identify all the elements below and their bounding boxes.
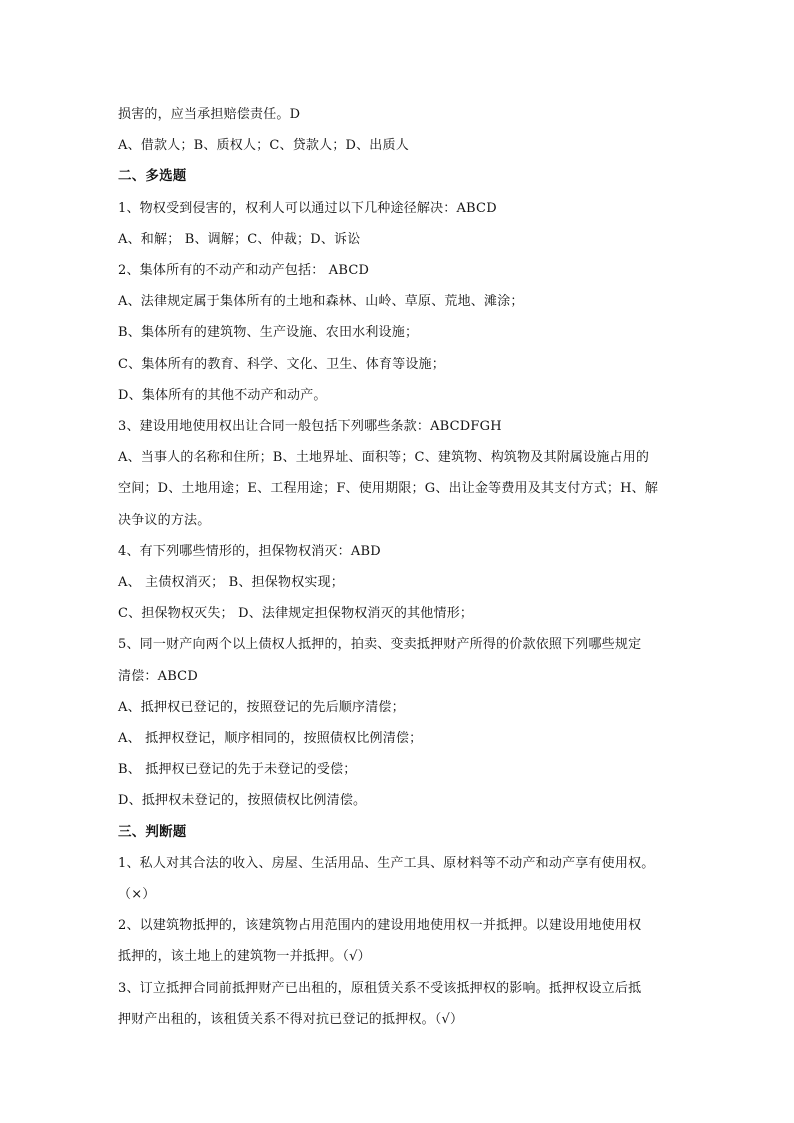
- statement-2-continued: 抵押的，该土地上的建筑物一并抵押。（√）: [118, 949, 371, 965]
- question-5-continued: 清偿：ABCD: [118, 668, 198, 684]
- section-heading-true-false: 三、判断题: [118, 823, 187, 840]
- answer-option: C、集体所有的教育、科学、文化、卫生、体育等设施；: [118, 356, 445, 372]
- question-5: 5、同一财产向两个以上债权人抵押的，拍卖、变卖抵押财产所得的价款依照下列哪些规定: [118, 637, 642, 653]
- answer-option: A、抵押权已登记的，按照登记的先后顺序清偿；: [118, 699, 405, 715]
- statement-1: 1、私人对其合法的收入、房屋、生活用品、生产工具、原材料等不动产和动产享有使用权。: [118, 855, 655, 871]
- question-4: 4、有下列哪些情形的，担保物权消灭：ABD: [118, 543, 381, 559]
- document-body: [118, 99, 684, 1035]
- answer-option: B、 抵押权已登记的先于未登记的受偿；: [118, 762, 357, 778]
- answer-options: A、当事人的名称和住所；B、土地界址、面积等；C、建筑物、构筑物及其附属设施占用的: [118, 450, 650, 466]
- answer-option: A、法律规定属于集体所有的土地和森林、山岭、草原、荒地、滩涂；: [118, 294, 524, 310]
- answer-options: C、担保物权灭失； D、法律规定担保物权消灭的其他情形；: [118, 606, 474, 622]
- answer-options: A、和解； B、调解；C、仲裁；D、诉讼: [118, 231, 361, 247]
- statement-1-answer: （×）: [118, 887, 156, 903]
- question-2: 2、集体所有的不动产和动产包括： ABCD: [118, 263, 370, 279]
- statement-2: 2、以建筑物抵押的，该建筑物占用范围内的建设用地使用权一并抵押。以建设用地使用权: [118, 918, 642, 934]
- answer-option: D、集体所有的其他不动产和动产。: [118, 387, 327, 403]
- question-3: 3、建设用地使用权出让合同一般包括下列哪些条款：ABCDFGH: [118, 419, 502, 435]
- section-heading-multiple-choice: 二、多选题: [118, 168, 187, 185]
- text-line: 损害的，应当承担赔偿责任。D: [118, 107, 301, 122]
- answer-options-continued: 决争议的方法。: [118, 512, 211, 528]
- answer-option: D、抵押权未登记的，按照债权比例清偿。: [118, 793, 367, 809]
- statement-3: 3、订立抵押合同前抵押财产已出租的，原租赁关系不受该抵押权的影响。抵押权设立后抵: [118, 980, 642, 996]
- answer-option: A、 抵押权登记，顺序相同的，按照债权比例清偿；: [118, 731, 423, 747]
- statement-3-continued: 押财产出租的，该租赁关系不得对抗已登记的抵押权。（√）: [118, 1011, 464, 1027]
- answer-option: B、集体所有的建筑物、生产设施、农田水利设施；: [118, 325, 419, 341]
- question-1: 1、物权受到侵害的，权利人可以通过以下几种途径解决：ABCD: [118, 200, 497, 216]
- answer-options: A、 主债权消灭； B、担保物权实现；: [118, 575, 345, 591]
- answer-options: A、借款人；B、质权人；C、贷款人；D、出质人: [118, 138, 409, 154]
- answer-options-continued: 空间；D、土地用途；E、工程用途；F、使用期限；G、出让金等费用及其支付方式；H、解: [118, 481, 659, 497]
